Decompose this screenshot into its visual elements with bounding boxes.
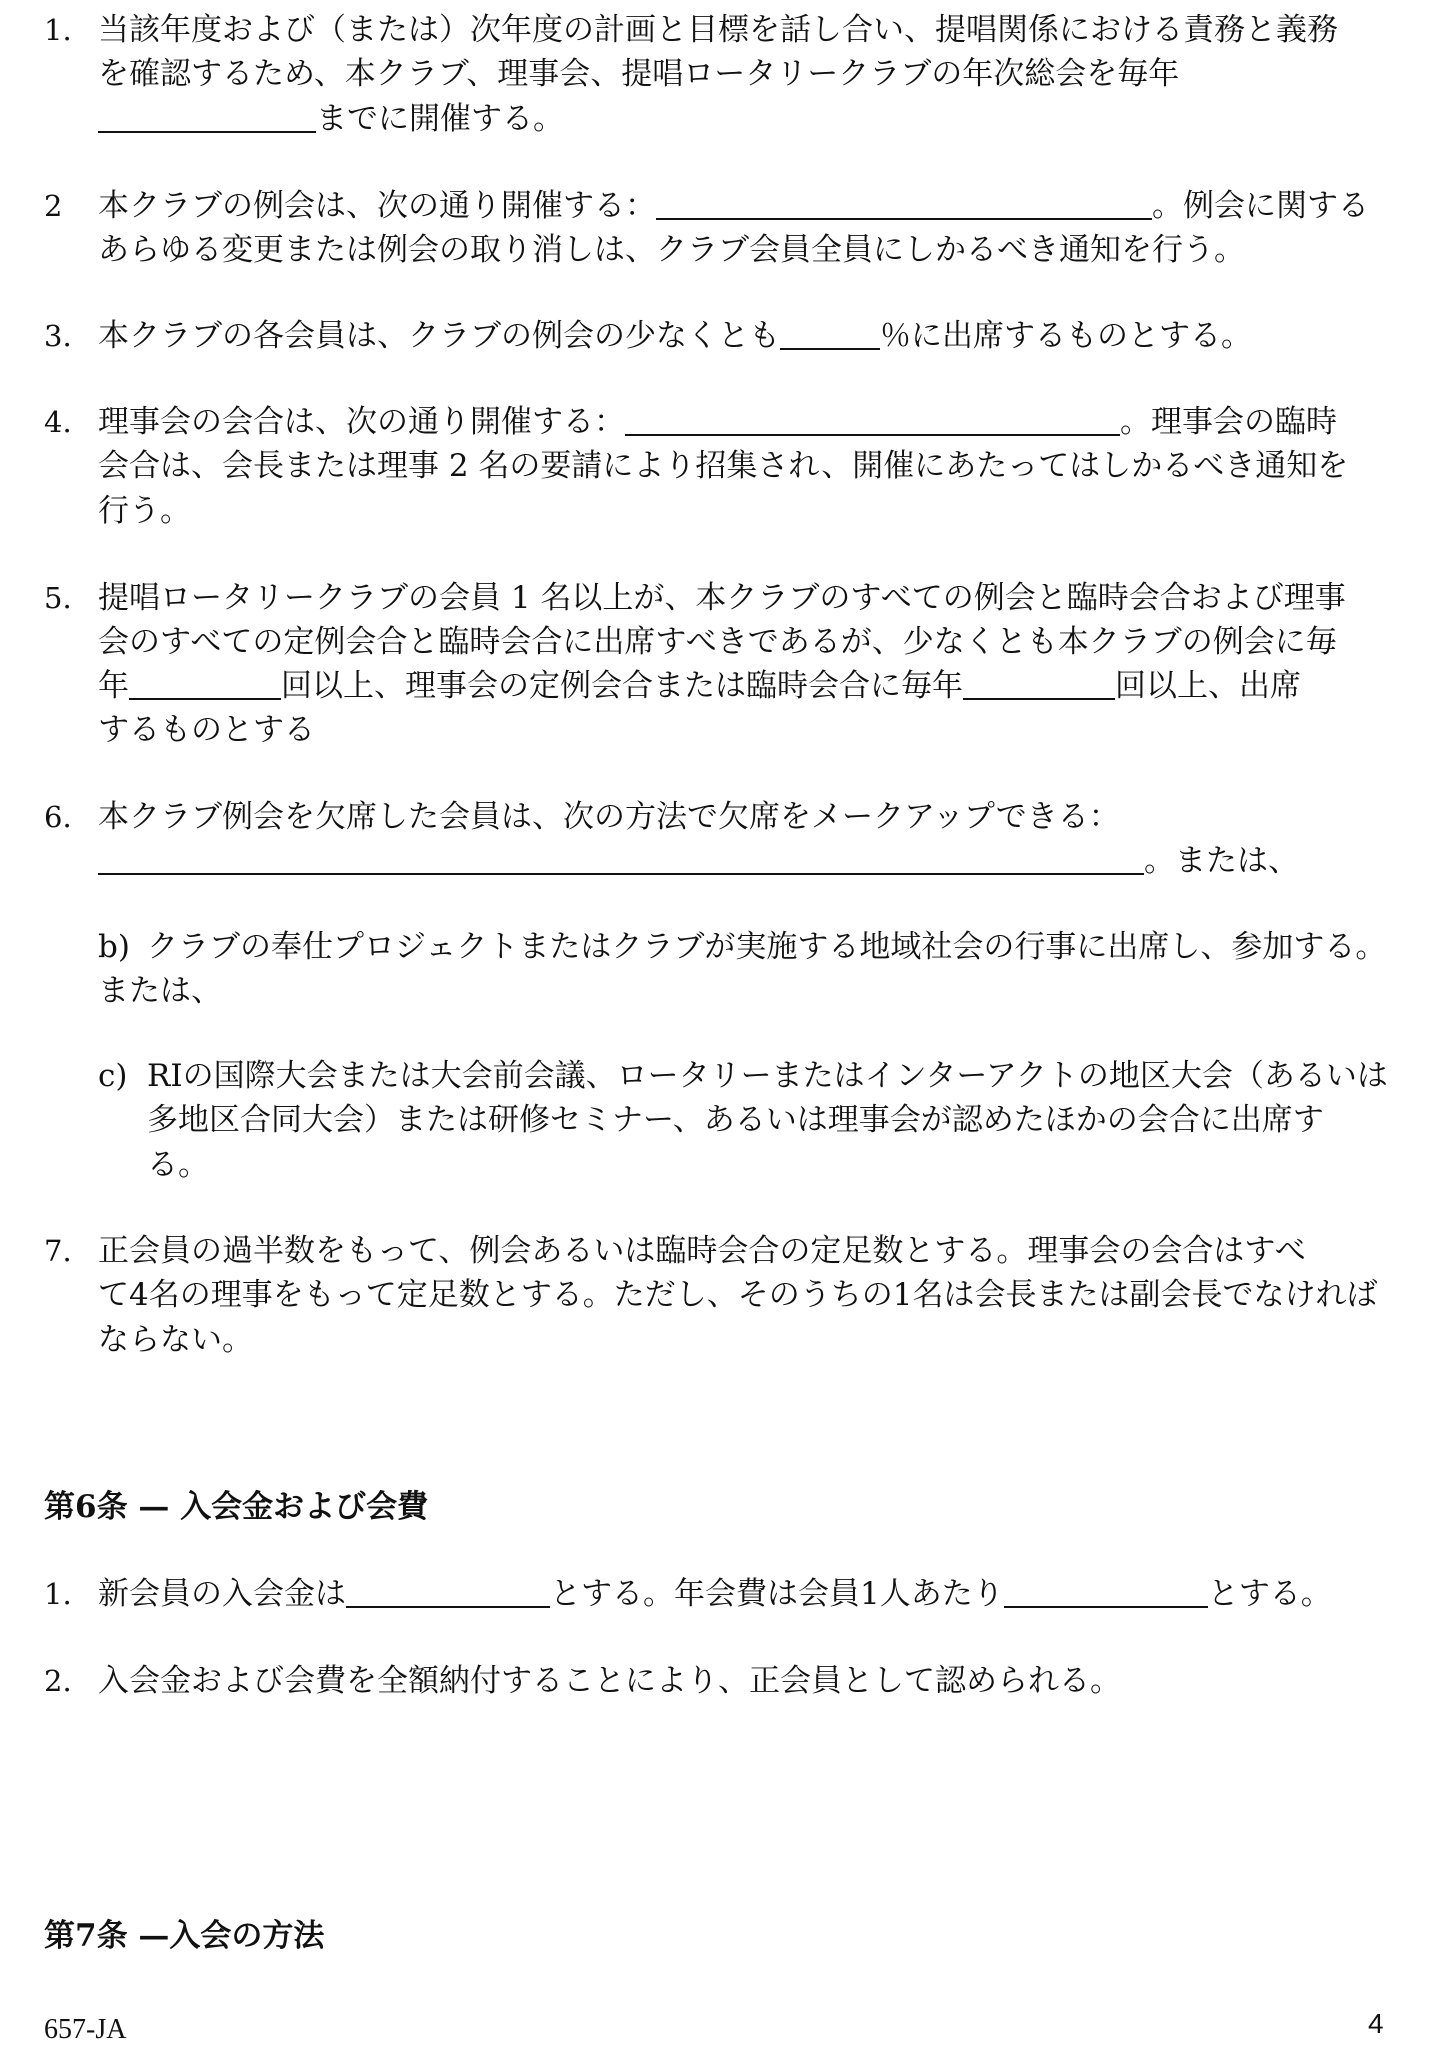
item-number: 2. [44, 1664, 72, 1698]
subitem-label: c) [98, 1058, 128, 1094]
article-heading: 第7条 —入会の方法 [44, 1918, 325, 1954]
item-text: 入会金および会費を全額納付することにより、正会員として認められる。 [98, 1663, 1121, 1699]
item-text: ならない。 [98, 1322, 253, 1358]
fill-in-blank [346, 1576, 550, 1608]
item-text: 会合は、会長または理事 2 名の要請により招集され、開催にあたってはしかるべき通知を [98, 448, 1349, 484]
subitem-text: または、 [98, 973, 222, 1009]
fill-in-blank [1004, 1576, 1208, 1608]
fill-in-blank [656, 188, 1152, 220]
item-line-with-blank [98, 400, 1337, 444]
item-text: 会のすべての定例会合と臨時会合に出席すべきであるが、少なくとも本クラブの例会に毎 [98, 624, 1337, 660]
item-number: 1. [44, 13, 72, 47]
item-line-with-blank [98, 1572, 1332, 1616]
item-text: て4名の理事をもって定足数とする。ただし、そのうちの1名は会長または副会長でなければ [98, 1277, 1378, 1313]
item-text: 。例会に関する [1152, 188, 1369, 224]
item-text: 。または、 [1144, 843, 1299, 879]
item-text: を確認するため、本クラブ、理事会、提唱ロータリークラブの年次総会を毎年 [98, 56, 1180, 92]
subitem-text: る。 [147, 1147, 209, 1183]
item-text: 本クラブの例会は、次の通り開催する： [98, 188, 656, 224]
fill-in-blank [129, 668, 281, 700]
item-number: 6. [44, 800, 72, 834]
item-line-with-blank [98, 664, 1301, 708]
item-text: とする。年会費は会員1人あたり [550, 1576, 1004, 1612]
item-line-with-blank [98, 184, 1369, 228]
item-number: 4. [44, 405, 72, 439]
document-code: 657-JA [44, 2014, 127, 2045]
item-text: 回以上、出席 [1115, 668, 1301, 704]
subitem-text: 多地区合同大会）または研修セミナー、あるいは理事会が認めたほかの会合に出席す [147, 1102, 1324, 1138]
item-text: 提唱ロータリークラブの会員 1 名以上が、本クラブのすべての例会と臨時会合および理事 [98, 580, 1346, 616]
item-text: するものとする [98, 712, 315, 748]
item-text: とする。 [1207, 1576, 1332, 1612]
item-number: 1. [44, 1577, 72, 1611]
item-text: 新会員の入会金は [98, 1576, 346, 1612]
subitem-label: b) [98, 929, 130, 965]
item-text: 当該年度および（または）次年度の計画と目標を話し合い、提唱関係における責務と義務 [98, 12, 1338, 48]
item-number: 3. [44, 319, 72, 353]
fill-in-blank [625, 404, 1120, 436]
item-text: 年 [98, 668, 129, 704]
item-number: 2 [44, 189, 63, 223]
item-text: 。理事会の臨時 [1120, 404, 1337, 440]
item-text: 本クラブの各会員は、クラブの例会の少なくとも [98, 318, 780, 354]
fill-in-blank [780, 318, 880, 350]
item-text: 理事会の会合は、次の通り開催する： [98, 404, 625, 440]
subitem-text: クラブの奉仕プロジェクトまたはクラブが実施する地域社会の行事に出席し、参加する。 [147, 929, 1387, 965]
item-text: 行う。 [98, 493, 191, 529]
fill-in-blank [98, 843, 1144, 875]
page-number: 4 [1368, 2008, 1384, 2039]
item-text: 本クラブ例会を欠席した会員は、次の方法で欠席をメークアップできる： [98, 799, 1120, 835]
item-text: ％に出席するものとする。 [880, 318, 1252, 354]
item-line-with-blank [98, 314, 1252, 358]
item-number: 5. [44, 581, 72, 615]
item-number: 7. [44, 1234, 72, 1268]
item-text: 正会員の過半数をもって、例会あるいは臨時会合の定足数とする。理事会の会合はすべ [98, 1233, 1306, 1269]
article-heading: 第6条 — 入会金および会費 [44, 1489, 429, 1525]
subitem-text: RIの国際大会または大会前会議、ロータリーまたはインターアクトの地区大会（あるいは [147, 1058, 1388, 1094]
item-text: あらゆる変更または例会の取り消しは、クラブ会員全員にしかるべき通知を行う。 [98, 232, 1245, 268]
fill-in-blank [963, 668, 1115, 700]
item-text: までに開催する。 [316, 101, 564, 137]
fill-in-blank [98, 101, 316, 133]
item-line-with-blank [98, 839, 1299, 883]
item-text: 回以上、理事会の定例会合または臨時会合に毎年 [281, 668, 963, 704]
item-line-with-blank [98, 97, 564, 141]
